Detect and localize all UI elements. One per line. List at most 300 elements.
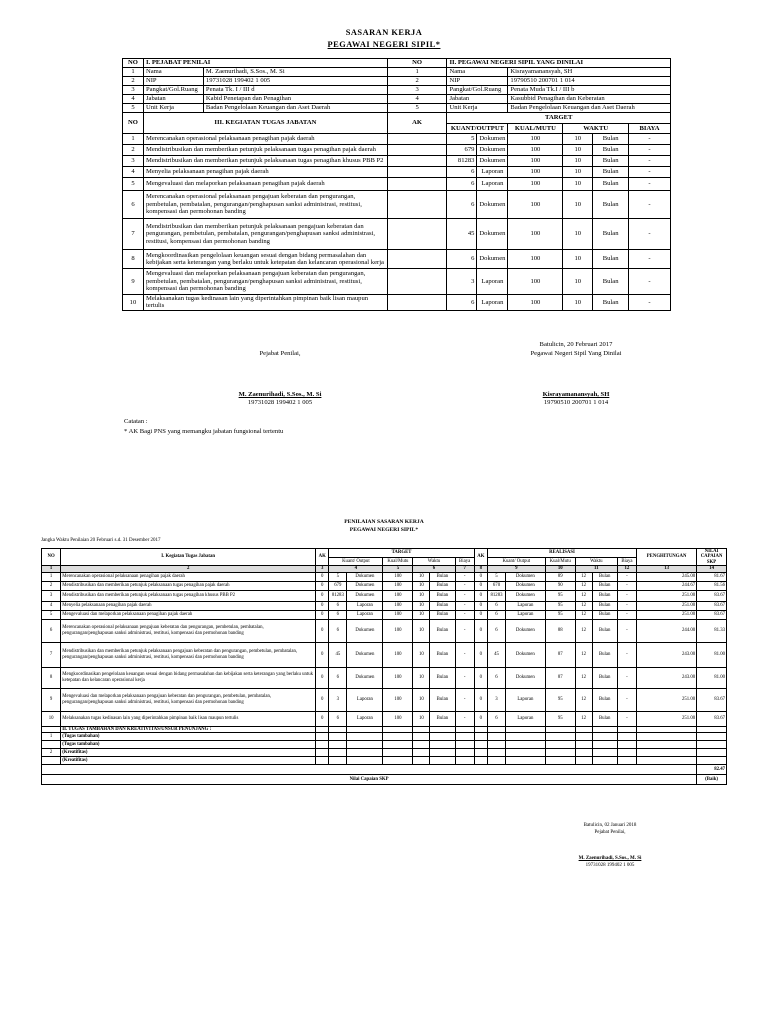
nilai: 81.33 [697,619,727,642]
real-ak: 0 [474,642,487,667]
target-waktu-unit: Bulan [430,601,455,610]
empty-cell [506,757,546,765]
real-waktu: 12 [575,572,592,581]
target-mutu: 100 [383,688,413,711]
activity-unit: Laporan [477,167,508,178]
target-qty: 45 [329,642,347,667]
activity-mutu: 100 [508,191,563,219]
activity-row [123,269,671,295]
activity-waktu: 10 [563,250,593,269]
target-waktu-unit: Bulan [430,610,455,619]
activity-text: Mendistribusikan dan memberikan petunjuk pelaksanaan tugas penagihan pajak daerah [143,145,387,156]
row-no: 4 [42,601,61,610]
header-no2: NO [387,59,447,68]
nilai: 83.67 [697,688,727,711]
assessment-row [42,581,727,590]
dinilai-label: Jabatan [447,95,508,104]
activity-waktu-unit: Bulan [593,167,629,178]
activity-unit: Laporan [477,295,508,311]
activity-waktu: 10 [563,191,593,219]
row-no: 9 [42,688,61,711]
target-mutu: 100 [383,642,413,667]
target-waktu-unit: Bulan [430,642,455,667]
activity-text: Mengevaluasi dan melaporkan pelaksanaan pengajuan keberatan dan pengurangan, pembetulan, pembatalan, pengurangan/penghapusan sanksi administrasi, restitusi, kompensasi dan permohonan banding [143,269,387,295]
real-unit: Laporan [506,688,546,711]
target-qty: 6 [329,601,347,610]
target-biaya: - [455,590,474,601]
assessment-row [42,619,727,642]
dinilai-no: 3 [387,86,447,95]
activity-no: 6 [123,191,144,219]
target-waktu: 10 [413,610,430,619]
h-biaya-r: Biaya [617,557,636,566]
perhitungan: 251.00 [637,590,697,601]
row-no: 8 [42,667,61,688]
real-waktu: 12 [575,688,592,711]
row-text: Mendistribusikan dan memberikan petunjuk pelaksanaan tugas penagihan pajak daerah [61,581,316,590]
penilai-label: Jabatan [143,95,203,104]
empty-cell [575,757,592,765]
row-ak: 0 [316,667,329,688]
column-number: 3 [316,566,329,572]
real-mutu: 95 [545,711,575,726]
penilai-no: 4 [123,95,144,104]
real-waktu: 12 [575,667,592,688]
column-number: 1 [42,566,61,572]
row-text: Mengevaluasi dan melaporkan pelaksanaan pengajuan keberatan dan pengurangan, pembetulan, pembatalan, pengurangan/penghapusan sanksi administrasi, restitusi, kompensasi dan permohonan banding [61,688,316,711]
empty-cell [592,757,617,765]
target-biaya: - [455,711,474,726]
signature-place-date: Batulicin, 20 Februari 2017 [539,341,613,348]
target-waktu: 10 [413,601,430,610]
nilai: 83.67 [697,610,727,619]
empty-cell [455,741,474,749]
perhitungan: 251.00 [637,688,697,711]
row-ak: 0 [316,711,329,726]
target-qty: 6 [329,610,347,619]
nilai: 83.67 [697,711,727,726]
empty-cell [329,749,347,757]
empty-cell [575,741,592,749]
real-ak: 0 [474,610,487,619]
penilai-no: 3 [123,86,144,95]
empty-cell [383,733,413,741]
activity-no: 9 [123,269,144,295]
real-mutu: 95 [545,688,575,711]
empty-cell [545,749,575,757]
empty-cell [487,749,505,757]
real-qty: 6 [487,711,505,726]
real-waktu-unit: Bulan [592,581,617,590]
empty-cell [455,749,474,757]
real-unit: Laporan [506,711,546,726]
target-qty: 81283 [329,590,347,601]
empty-cell [430,757,455,765]
perhitungan: 244.67 [637,581,697,590]
h-kual: Kual/Mutu [383,557,413,566]
empty-cell [430,741,455,749]
row-text: Mengevaluasi dan melaporkan pelaksanaan penagihan pajak daerah [61,610,316,619]
real-mutu: 95 [545,590,575,601]
activity-row [123,178,671,191]
real-waktu: 12 [575,581,592,590]
target-mutu: 100 [383,601,413,610]
real-ak: 0 [474,601,487,610]
dinilai-no: 1 [387,68,447,77]
blank-cell [42,765,637,775]
empty-cell [316,741,329,749]
assessment-row [42,601,727,610]
activity-row [123,134,671,145]
real-qty: 6 [487,610,505,619]
target-qty: 6 [329,667,347,688]
real-waktu-unit: Bulan [592,572,617,581]
real-waktu-unit: Bulan [592,711,617,726]
real-qty: 45 [487,642,505,667]
target-unit: Dokumen [347,667,383,688]
section2-title: II. TUGAS TAMBAHAN DAN KREATIVITAS/UNSUR PENUNJANG : [61,726,316,732]
activity-header-row [123,113,671,124]
activity-qty: 5 [447,134,477,145]
real-biaya: - [617,619,636,642]
real-waktu: 12 [575,610,592,619]
empty-cell [506,749,546,757]
empty-cell [637,749,697,757]
target-biaya: - [455,601,474,610]
header-penilai: I. PEJABAT PENILAI [143,59,387,68]
empty-cell [413,741,430,749]
nilai: 81.67 [697,572,727,581]
real-waktu: 12 [575,642,592,667]
real-waktu: 12 [575,711,592,726]
dinilai-label: NIP [447,77,508,86]
activity-ak [387,295,447,311]
target-waktu-unit: Bulan [430,711,455,726]
perhitungan: 243.00 [637,642,697,667]
real-mutu: 89 [545,572,575,581]
activity-row [123,145,671,156]
row-ak: 0 [316,572,329,581]
empty-cell [316,749,329,757]
empty-cell [487,733,505,741]
assessment-subtitle: PEGAWAI NEGERI SIPIL* [349,527,419,533]
penilai-value: 19731028 199402 1 005 [203,77,387,86]
empty-cell [617,733,636,741]
activity-mutu: 100 [508,178,563,191]
real-ak: 0 [474,711,487,726]
activity-text: Mendistribusikan dan memberikan petunjuk pelaksanaan pengajuan keberatan dan pengurangan, pembetulan, pembatalan, pengurangan/penghapusan sanksi administrasi, restitusi, kompensasi dan permohonan banding [143,219,387,250]
dinilai-no: 5 [387,104,447,113]
row-text: Mengkoordinasikan pengelolaan keuangan sesuai dengan bidang permasalahan dan kebijakan serta keterangan yang berlaku untuk ketepatan dan kelancaran operasional kerja [61,667,316,688]
target-waktu-unit: Bulan [430,581,455,590]
empty-cell [347,749,383,757]
empty-cell [474,749,487,757]
activity-biaya: - [629,178,671,191]
activity-qty: 6 [447,295,477,311]
doc-subtitle: PEGAWAI NEGERI SIPIL* [327,40,441,49]
identity-row [123,95,671,104]
assessment-row [42,688,727,711]
row-no: 6 [42,619,61,642]
real-waktu: 12 [575,601,592,610]
activity-mutu: 100 [508,295,563,311]
h-perhitungan: PENGHITUNGAN [637,549,697,566]
activity-text: Merencanakan operasional pelaksanaan penagihan pajak daerah [143,134,387,145]
activity-no: 10 [123,295,144,311]
target-waktu: 10 [413,590,430,601]
penilai-no: 2 [123,77,144,86]
empty-cell [637,757,697,765]
row-text: Mendistribusikan dan memberikan petunjuk pelaksanaan pengajuan keberatan dan pengurangan, pembetulan, pembatalan, pengurangan/penghapusan sanksi administrasi, restitusi, kompensasi dan permohonan banding [61,642,316,667]
real-mutu: 90 [545,581,575,590]
assessment-row [42,711,727,726]
row-ak: 0 [316,688,329,711]
real-unit: Dokumen [506,667,546,688]
empty-cell [413,749,430,757]
assessment-row [42,572,727,581]
activity-header-ak: AK [387,113,447,134]
activity-text: Merencanakan operasional pelaksanaan pengajuan keberatan dan pengurangan, pembetulan, pembatalan, pengurangan/penghapusan sanksi administrasi, restitusi, kompensasi dan permohonan banding [143,191,387,219]
nilai: 83.67 [697,601,727,610]
target-biaya: - [455,667,474,688]
dinilai-label: Pangkat/Gol.Ruang [447,86,508,95]
empty-cell [474,741,487,749]
empty-cell [592,749,617,757]
target-mutu: 100 [383,610,413,619]
activity-unit: Dokumen [477,156,508,167]
target-waktu: 10 [413,619,430,642]
real-qty: 81283 [487,590,505,601]
nilai: 83.67 [697,590,727,601]
empty-cell [383,757,413,765]
target-waktu: 10 [413,667,430,688]
doc-title: SASARAN KERJA [345,28,423,37]
real-qty: 6 [487,601,505,610]
extra-row [42,733,727,741]
real-waktu-unit: Bulan [592,601,617,610]
target-qty: 5 [329,572,347,581]
empty-cell [430,733,455,741]
empty-cell [697,741,727,749]
target-biaya: - [455,610,474,619]
activity-qty: 6 [447,250,477,269]
penilai-label: NIP [143,77,203,86]
extra-no: 1 [42,733,61,741]
activity-ak [387,191,447,219]
activity-qty: 3 [447,269,477,295]
real-biaya: - [617,581,636,590]
target-unit: Laporan [347,610,383,619]
column-number: 7 [455,566,474,572]
column-number: 4 [329,566,383,572]
activity-unit: Dokumen [477,191,508,219]
real-biaya: - [617,688,636,711]
skp-target-table [122,58,671,311]
row-ak: 0 [316,581,329,590]
nilai-value: 82.47 [697,765,727,775]
column-number: 11 [575,566,617,572]
target-waktu: 10 [413,572,430,581]
activity-no: 8 [123,250,144,269]
activity-text: Mengevaluasi dan melaporkan pelaksanaan penagihan pajak daerah [143,178,387,191]
activity-waktu: 10 [563,167,593,178]
target-biaya: - [455,688,474,711]
extra-no [42,741,61,749]
column-number: 2 [61,566,316,572]
activity-waktu-unit: Bulan [593,145,629,156]
activity-ak [387,156,447,167]
real-ak: 0 [474,572,487,581]
activity-text: Mengkoordinasikan pengelolaan keuangan sesuai dengan bidang permasalahan dan kebijakan serta keterangan yang berlaku untuk ketepatan dan kelancaran operasional kerja [143,250,387,269]
extra-row [42,741,727,749]
real-biaya: - [617,610,636,619]
identity-row [123,77,671,86]
empty-cell [575,733,592,741]
row-ak: 0 [316,610,329,619]
real-unit: Dokumen [506,619,546,642]
perhitungan: 244.00 [637,619,697,642]
target-qty: 679 [329,581,347,590]
activity-no: 3 [123,156,144,167]
activity-no: 4 [123,167,144,178]
target-biaya: - [455,619,474,642]
row-no: 3 [42,590,61,601]
target-biaya: - [455,581,474,590]
assessment-row [42,590,727,601]
target-waktu-unit: Bulan [430,667,455,688]
blank-cell [637,765,697,775]
activity-qty: 6 [447,167,477,178]
nilai-label: Nilai Capaian SKP [42,775,697,785]
activity-ak [387,145,447,156]
perhitungan: 243.00 [637,667,697,688]
activity-waktu: 10 [563,145,593,156]
activity-waktu: 10 [563,134,593,145]
empty-cell [506,733,546,741]
activity-waktu-unit: Bulan [593,156,629,167]
activity-unit: Dokumen [477,145,508,156]
empty-cell [637,741,697,749]
extra-no [42,757,61,765]
empty-cell [545,741,575,749]
activity-biaya: - [629,191,671,219]
header-waktu: WAKTU [563,123,629,134]
dinilai-value: Kisrayamanansyah, SH [508,68,671,77]
empty-cell [697,757,727,765]
activity-biaya: - [629,134,671,145]
real-ak: 0 [474,590,487,601]
activity-mutu: 100 [508,145,563,156]
dinilai-no: 2 [387,77,447,86]
activity-row [123,295,671,311]
assessment-title: PENILAIAN SASARAN KERJA [344,519,424,525]
real-mutu: 95 [545,601,575,610]
real-ak: 0 [474,667,487,688]
activity-mutu: 100 [508,250,563,269]
empty-cell [474,733,487,741]
activity-row [123,167,671,178]
extra-row [42,749,727,757]
target-unit: Dokumen [347,590,383,601]
real-waktu: 12 [575,619,592,642]
activity-qty: 679 [447,145,477,156]
target-waktu: 10 [413,642,430,667]
empty-cell [316,733,329,741]
assessment-place-date: Batulicin, 02 Januari 2018 [583,823,637,828]
activity-no: 5 [123,178,144,191]
assessment-header-row [42,549,727,558]
dinilai-value: 19790510 200701 1 014 [508,77,671,86]
penilai-value: M. Zaenurihadi, S.Sos., M. Si [203,68,387,77]
target-waktu-unit: Bulan [430,619,455,642]
penilai-value: Kabid Penetapan dan Penagihan [203,95,387,104]
activity-waktu-unit: Bulan [593,178,629,191]
notes-label: Catatan : [124,418,148,425]
empty-cell [545,733,575,741]
target-waktu: 10 [413,581,430,590]
row-no: 10 [42,711,61,726]
target-mutu: 100 [383,619,413,642]
column-number: 5 [383,566,413,572]
h-no: NO [42,549,61,566]
nilai: 81.56 [697,581,727,590]
empty-cell [545,757,575,765]
target-unit: Dokumen [347,572,383,581]
target-waktu: 10 [413,688,430,711]
real-unit: Dokumen [506,590,546,601]
activity-waktu: 10 [563,269,593,295]
target-mutu: 100 [383,572,413,581]
empty-cell [637,733,697,741]
empty-cell [617,757,636,765]
header-no: NO [123,59,144,68]
activity-text: Menyelia pelaksanaan penagihan pajak daerah [143,167,387,178]
perhitungan: 251.00 [637,601,697,610]
column-number: 10 [545,566,575,572]
activity-text: Mendistribusikan dan memberikan petunjuk pelaksanaan tugas penagihan khusus PBB P2 [143,156,387,167]
activity-waktu-unit: Bulan [593,295,629,311]
empty-cell [329,741,347,749]
activity-biaya: - [629,219,671,250]
column-number: 8 [474,566,487,572]
activity-header-no: NO [123,113,144,134]
activity-row [123,219,671,250]
target-unit: Dokumen [347,619,383,642]
activity-no: 7 [123,219,144,250]
header-dinilai: II. PEGAWAI NEGERI SIPIL YANG DINILAI [447,59,671,68]
activity-mutu: 100 [508,167,563,178]
empty-cell [592,741,617,749]
h-realisasi: REALISASI [487,549,636,558]
target-unit: Dokumen [347,642,383,667]
target-qty: 6 [329,619,347,642]
notes-text: * AK Bagi PNS yang memangku jabatan fungsional tertentu [124,428,284,435]
real-qty: 670 [487,581,505,590]
empty-cell [455,733,474,741]
target-unit: Laporan [347,601,383,610]
target-qty: 6 [329,711,347,726]
penilai-label: Pangkat/Gol.Ruang [143,86,203,95]
row-text: Mendistribusikan dan memberikan petunjuk pelaksanaan tugas penagihan khusus PBB P2 [61,590,316,601]
real-biaya: - [617,601,636,610]
penilai-no: 5 [123,104,144,113]
empty-cell [316,757,329,765]
target-mutu: 100 [383,590,413,601]
real-biaya: - [617,642,636,667]
target-unit: Dokumen [347,581,383,590]
real-waktu-unit: Bulan [592,667,617,688]
row-ak: 0 [316,601,329,610]
